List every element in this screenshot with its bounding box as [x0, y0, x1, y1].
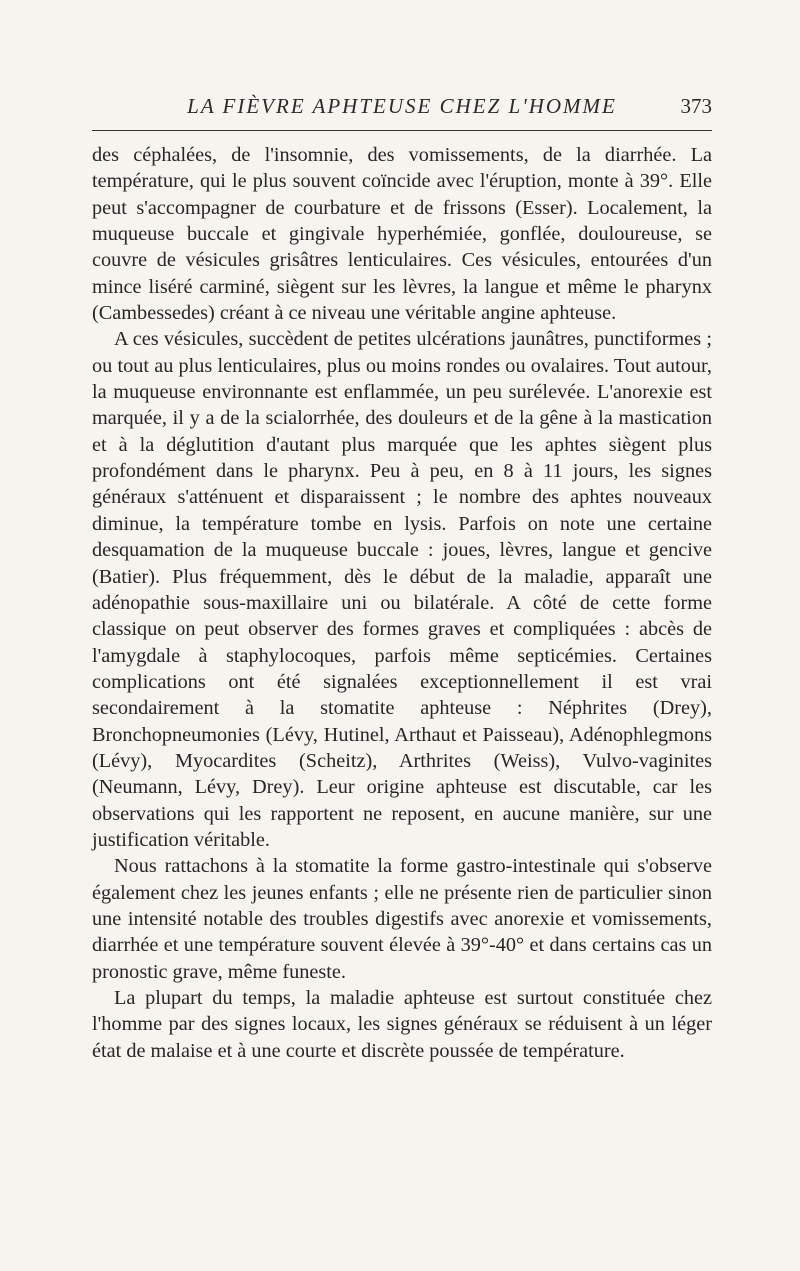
- body-text: [92, 142, 712, 1064]
- paragraph: des céphalées, de l'insomnie, des vomissements, de la diarrhée. La température, qui le plus souvent coïncide avec l'éruption, monte à 39°. Elle peut s'accompagner de courbature et de frissons (Esser). Localement, la muqueuse buccale et gingivale hyperhémiée, gonflée, douloureuse, se couvre de vésicules grisâtres lenticulaires. Ces vésicules, entourées d'un mince liséré carminé, siègent sur les lèvres, la langue et même le pharynx (Cambessedes) créant à ce niveau une véritable angine aphteuse.: [92, 144, 712, 325]
- paragraph: A ces vésicules, succèdent de petites ulcérations jaunâtres, punctiformes ; ou tout au plus lenticulaires, plus ou moins rondes ou ovalaires. Tout autour, la muqueuse environnante est enflammée, un peu surélevée. L'anorexie est marquée, il y a de la scialorrhée, des douleurs et de la gêne à la mastication et à la déglutition d'autant plus marquée que les aphtes siègent plus profondément dans le pharynx. Peu à peu, en 8 à 11 jours, les signes généraux s'atténuent et disparaissent ; le nombre des aphtes nouveaux diminue, la température tombe en lysis. Parfois on note une certaine desquamation de la muqueuse buccale : joues, lèvres, langue et gencive (Batier). Plus fréquemment, dès le début de la maladie, apparaît une adénopathie sous-maxillaire uni ou bilatérale. A côté de cette forme classique on peut observer des formes graves et compliquées : abcès de l'amygdale à staphylocoques, parfois même septicémies. Certaines complications ont été signalées exceptionnellement il est vrai secondairement à la stomatite aphteuse : Néphrites (Drey), Bronchopneumonies (Lévy, Hutinel, Arthaut et Paisseau), Adénophlegmons (Lévy), Myocardites (Scheitz), Arthrites (Weiss), Vulvo-vaginites (Neumann, Lévy, Drey). Leur origine aphteuse est discutable, car les observations qui les rapportent ne reposent, en aucune manière, sur une justification véritable.: [92, 328, 712, 851]
- running-title: LA FIÈVRE APHTEUSE CHEZ L'HOMME: [187, 94, 617, 118]
- paragraph: Nous rattachons à la stomatite la forme gastro-intestinale qui s'observe également chez les jeunes enfants ; elle ne présente rien de particulier sinon une intensité notable des troubles digestifs avec anorexie et vomissements, diarrhée et une température souvent élevée à 39°-40° et dans certains cas un pronostic grave, même funeste.: [92, 855, 712, 983]
- page-number: 373: [680, 94, 712, 118]
- running-head: [92, 94, 712, 124]
- header-rule: [92, 130, 712, 131]
- paragraph: La plupart du temps, la maladie aphteuse est surtout constituée chez l'homme par des signes locaux, les signes généraux se réduisent à un léger état de malaise et à une courte et discrète poussée de température.: [92, 987, 712, 1062]
